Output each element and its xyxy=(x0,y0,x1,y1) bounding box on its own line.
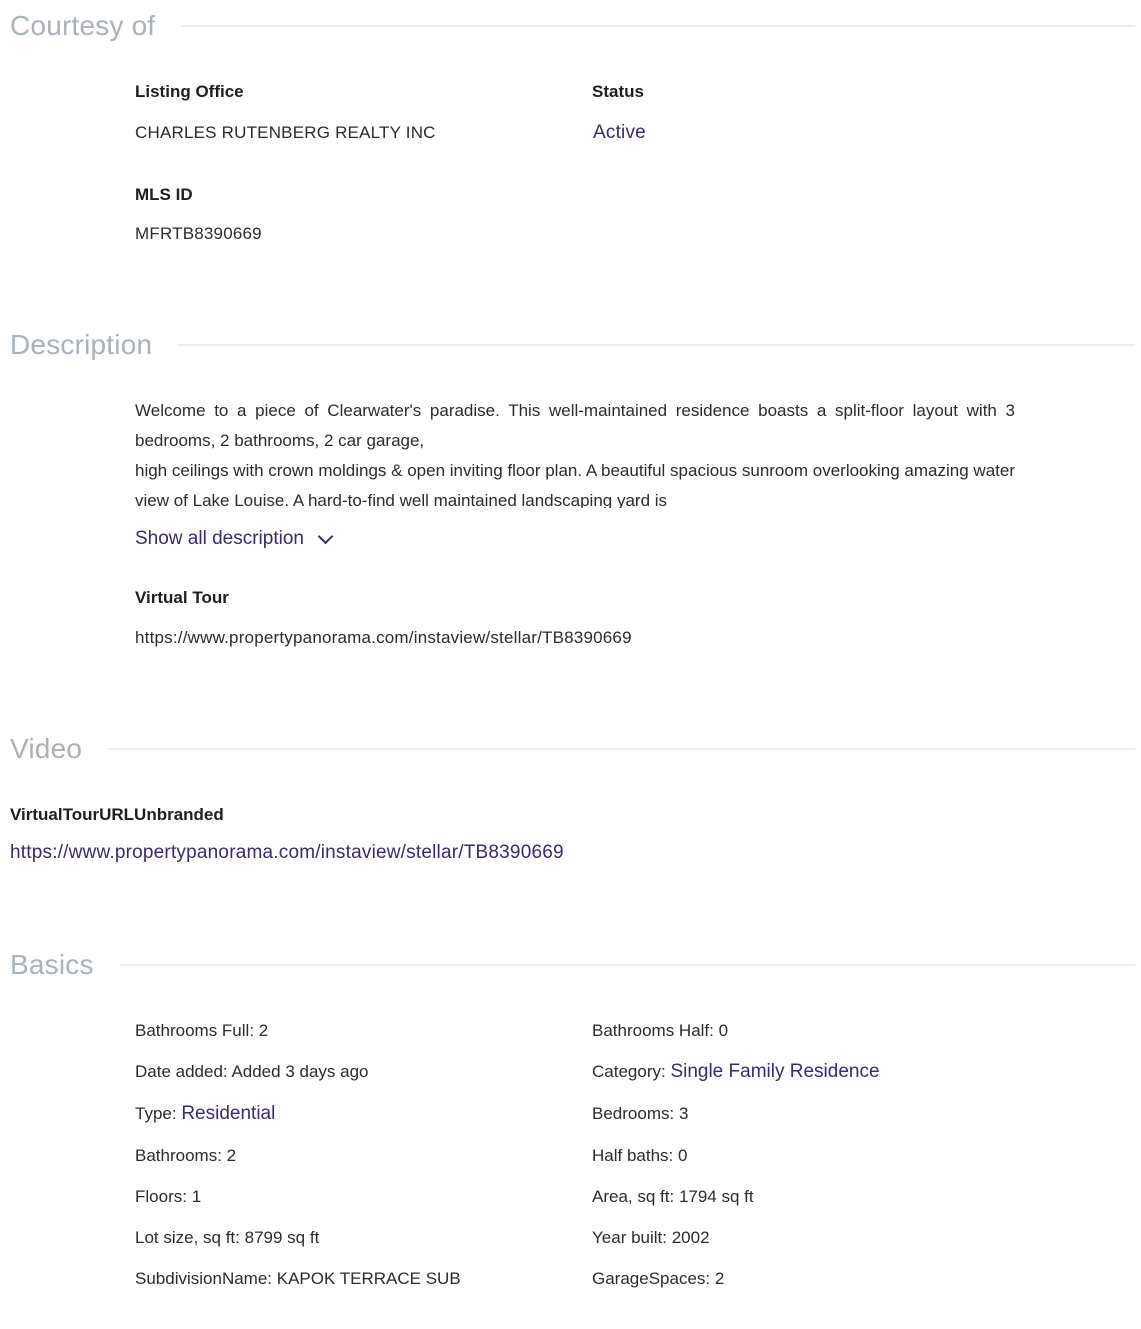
mls-id-label: MLS ID xyxy=(135,185,193,204)
show-all-description-button[interactable] xyxy=(135,528,331,550)
basic-type xyxy=(135,1103,275,1125)
basic-bathrooms-half xyxy=(592,1021,728,1041)
description-paragraph-1: Welcome to a piece of Clearwater's paradise. This well-maintained residence boasts a split-floor layout with 3 bedrooms, 2 bathrooms, 2 car garage, xyxy=(135,401,1015,450)
description-divider xyxy=(178,344,1135,346)
basic-garage-spaces xyxy=(592,1269,724,1289)
basic-key: Year built: xyxy=(592,1228,667,1247)
basic-value: Added 3 days ago xyxy=(231,1062,369,1081)
basic-floors xyxy=(135,1187,201,1207)
basic-value: 8799 sq ft xyxy=(244,1228,320,1247)
basics-divider xyxy=(120,964,1135,966)
basic-value: KAPOK TERRACE SUB xyxy=(276,1269,461,1288)
basic-value: 3 xyxy=(678,1104,689,1123)
description-section-header xyxy=(10,325,1135,365)
basic-value: 0 xyxy=(718,1021,729,1040)
basic-key: Date added: xyxy=(135,1062,228,1081)
courtesy-divider xyxy=(181,25,1135,27)
basic-key: Bathrooms Full: xyxy=(135,1021,255,1040)
basic-date-added xyxy=(135,1062,369,1082)
basics-section-header xyxy=(10,945,1135,985)
basic-bathrooms-full xyxy=(135,1021,268,1041)
video-url-link[interactable]: https://www.propertypanorama.com/instaview/stellar/TB8390669 xyxy=(10,842,564,863)
video-url-label: VirtualTourURLUnbranded xyxy=(10,805,224,824)
basic-value: 2 xyxy=(226,1146,237,1165)
basic-year-built xyxy=(592,1228,710,1248)
basic-half-baths xyxy=(592,1146,687,1166)
basics-title: Basics xyxy=(10,949,94,980)
basic-category xyxy=(592,1061,880,1083)
basic-bathrooms xyxy=(135,1146,236,1166)
courtesy-title: Courtesy of xyxy=(10,10,156,41)
basic-category-link[interactable]: Single Family Residence xyxy=(670,1061,880,1082)
basic-key: Bedrooms: xyxy=(592,1104,675,1123)
basic-key: Bathrooms: xyxy=(135,1146,222,1165)
basic-key: Type: xyxy=(135,1104,177,1123)
basic-value: 0 xyxy=(678,1146,688,1165)
status-value: Active xyxy=(593,122,646,143)
status-label: Status xyxy=(592,82,644,101)
basic-value: 1 xyxy=(191,1187,202,1206)
basic-bedrooms xyxy=(592,1104,688,1124)
basic-subdivision-name xyxy=(135,1269,461,1289)
mls-id-value: MFRTB8390669 xyxy=(135,224,262,243)
video-section-header xyxy=(10,729,1135,769)
listing-office-label: Listing Office xyxy=(135,82,244,101)
basic-value: 1794 sq ft xyxy=(678,1187,754,1206)
basic-key: Half baths: xyxy=(592,1146,674,1165)
show-all-description-label: Show all description xyxy=(135,528,304,549)
basic-key: SubdivisionName: xyxy=(135,1269,273,1288)
description-paragraph-2: high ceilings with crown moldings & open inviting floor plan. A beautiful spacious sunroom overlooking amazing water view of Lake Louise. A hard-to-find well maintained landscaping yard is xyxy=(135,461,1015,508)
basic-key: Lot size, sq ft: xyxy=(135,1228,240,1247)
basic-key: Category: xyxy=(592,1062,666,1081)
basic-key: Bathrooms Half: xyxy=(592,1021,714,1040)
basic-value: 2 xyxy=(714,1269,725,1288)
basic-value: 2002 xyxy=(671,1228,710,1247)
basic-value: 2 xyxy=(258,1021,269,1040)
courtesy-section-header xyxy=(10,6,1135,46)
basic-key: Floors: xyxy=(135,1187,187,1206)
virtual-tour-label: Virtual Tour xyxy=(135,588,229,607)
description-text xyxy=(135,396,1015,508)
description-title: Description xyxy=(10,329,153,360)
basic-key: Area, sq ft: xyxy=(592,1187,675,1206)
basic-lot-size xyxy=(135,1228,319,1248)
chevron-down-icon xyxy=(318,528,334,544)
basic-type-link[interactable]: Residential xyxy=(181,1103,276,1124)
basic-area xyxy=(592,1187,754,1207)
listing-office-value: CHARLES RUTENBERG REALTY INC xyxy=(135,123,436,142)
virtual-tour-url[interactable]: https://www.propertypanorama.com/instaview/stellar/TB8390669 xyxy=(135,628,632,647)
video-divider xyxy=(108,748,1135,750)
video-title: Video xyxy=(10,733,83,764)
basic-key: GarageSpaces: xyxy=(592,1269,711,1288)
